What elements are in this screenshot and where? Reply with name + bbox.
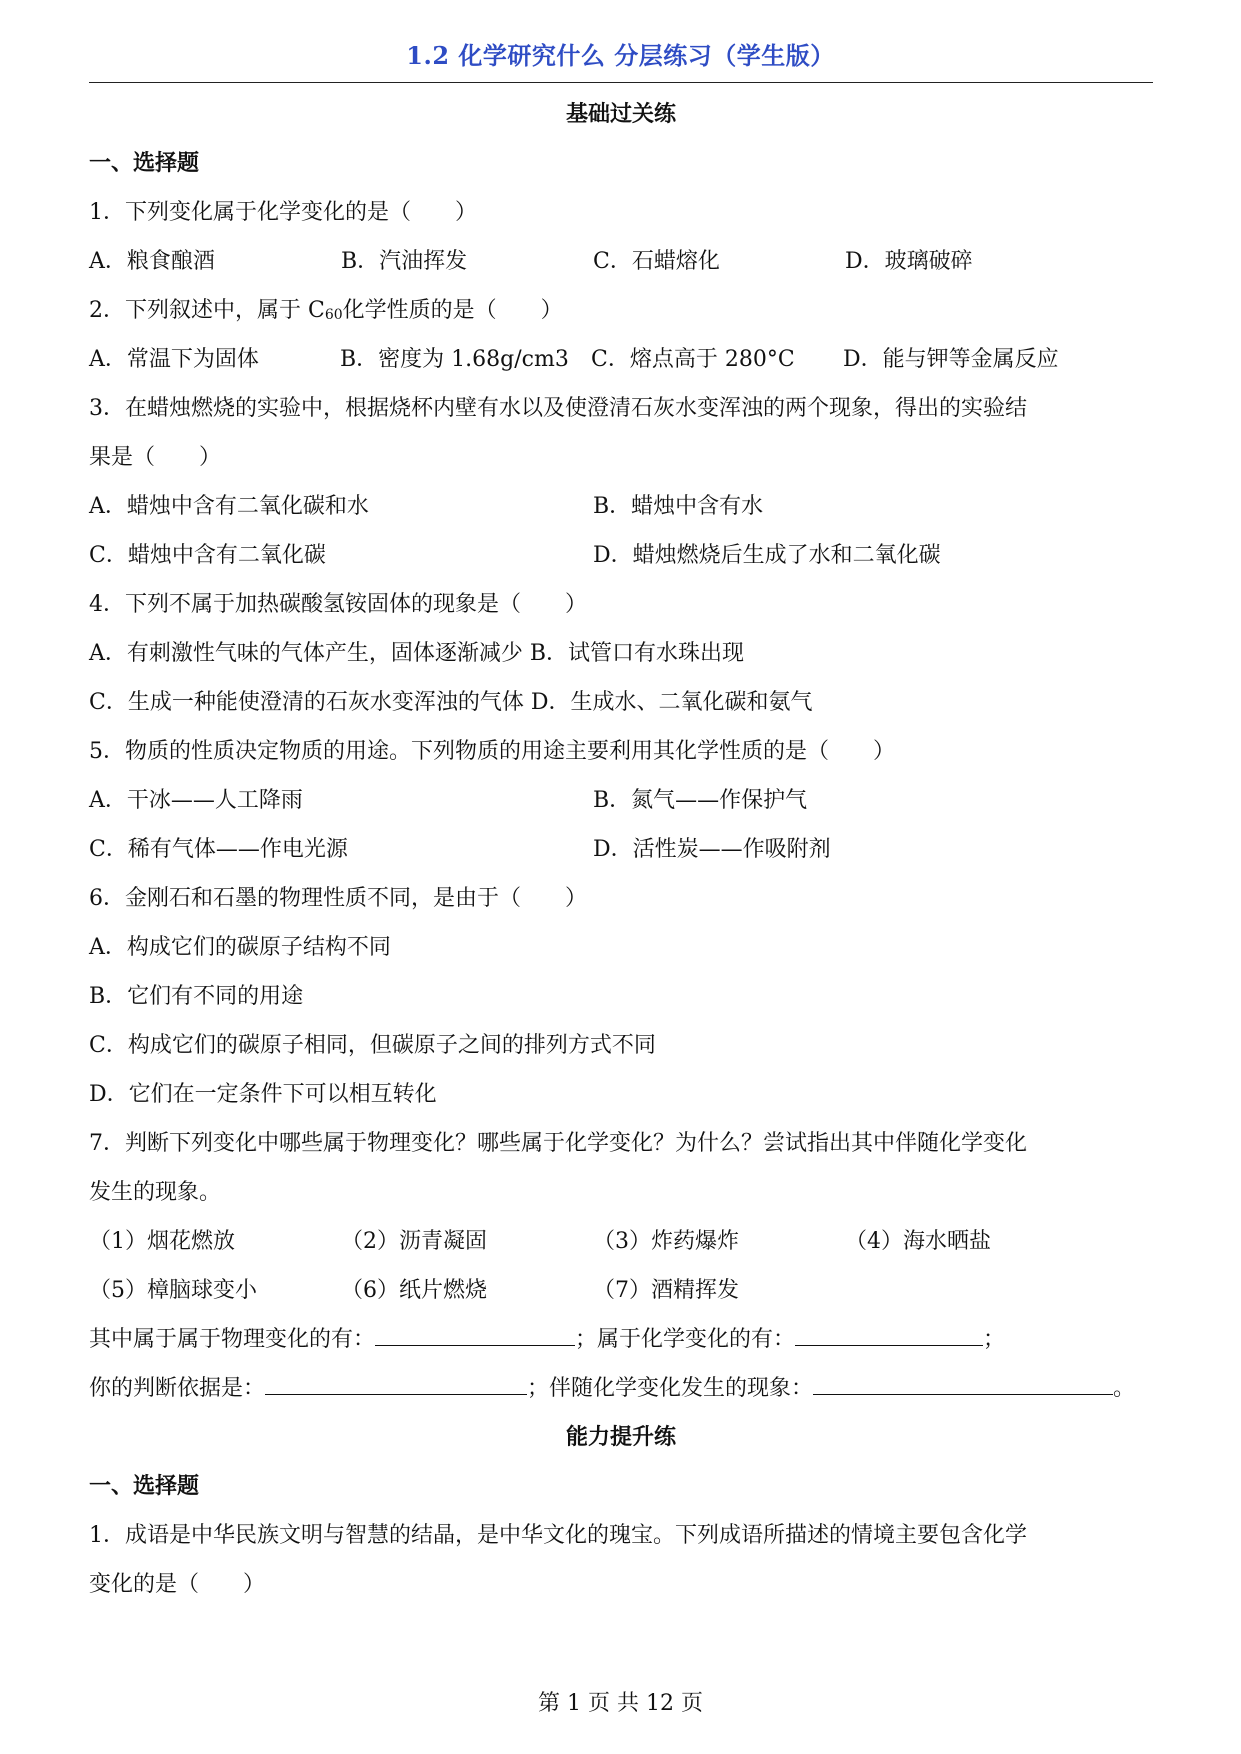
header-rule [89, 82, 1153, 83]
question-2-stem [89, 286, 1153, 335]
option-d: D．玻璃破碎 [845, 249, 973, 274]
s2-question-1-stem-line2: 变化的是（ ） [89, 1572, 266, 1597]
option-c: C．生成一种能使澄清的石灰水变浑浊的气体 [89, 690, 524, 715]
item-5: （5）樟脑球变小 [89, 1278, 257, 1303]
question-5-options-row1 [89, 776, 1153, 825]
question-6-option-d: D．它们在一定条件下可以相互转化 [89, 1082, 437, 1107]
option-a: A．蜡烛中含有二氧化碳和水 [89, 494, 369, 519]
fill-end-1: ； [983, 1327, 1006, 1352]
section-title-advanced: 能力提升练 [565, 1424, 676, 1450]
option-b: B．氮气——作保护气 [593, 788, 808, 813]
page-number: 第 1 页 共 12 页 [538, 1691, 703, 1716]
document-title: 1.2 化学研究什么 分层练习（学生版） [406, 41, 835, 70]
fill-end-2: 。 [1113, 1376, 1136, 1401]
option-b: B．试管口有水珠出现 [529, 641, 745, 666]
question-2-stem-post: 化学性质的是（ ） [342, 298, 563, 323]
question-5-options-row2 [89, 825, 1153, 874]
item-4: （4）海水晒盐 [845, 1229, 991, 1254]
part-title-choice: 一、选择题 [89, 150, 200, 176]
option-c: C．石蜡熔化 [593, 249, 720, 274]
option-a: A．常温下为固体 [89, 347, 259, 372]
fill-label-chemical: ；属于化学变化的有： [575, 1327, 796, 1352]
item-7: （7）酒精挥发 [593, 1278, 739, 1303]
question-6-option-c: C．构成它们的碳原子相同，但碳原子之间的排列方式不同 [89, 1033, 656, 1058]
option-d: D．能与钾等金属反应 [843, 347, 1059, 372]
option-a: A．干冰——人工降雨 [89, 788, 303, 813]
question-5-stem: 5．物质的性质决定物质的用途。下列物质的用途主要利用其化学性质的是（ ） [89, 739, 895, 764]
question-3-options-row2 [89, 531, 1153, 580]
s2-question-1-stem-line1: 1．成语是中华民族文明与智慧的结晶，是中华文化的瑰宝。下列成语所描述的情境主要包含化学 [89, 1523, 1028, 1548]
fill-label-physical: 其中属于属于物理变化的有： [89, 1327, 376, 1352]
question-3-stem-line2: 果是（ ） [89, 445, 222, 470]
item-1: （1）烟花燃放 [89, 1229, 235, 1254]
option-a: A．有刺激性气味的气体产生，固体逐渐减少 [89, 641, 523, 666]
question-7-fill-row2 [89, 1364, 1153, 1413]
option-a: A．粮食酿酒 [89, 249, 215, 274]
option-c: C．蜡烛中含有二氧化碳 [89, 543, 326, 568]
document-body [89, 90, 1153, 1609]
question-4-options-row1 [89, 629, 1153, 678]
question-2-stem-pre: 2．下列叙述中，属于 C [89, 298, 325, 323]
question-1-stem: 1．下列变化属于化学变化的是（ ） [89, 200, 477, 225]
answer-blank-basis[interactable] [265, 1366, 527, 1395]
section-title-basic: 基础过关练 [565, 101, 676, 127]
option-b: B．汽油挥发 [341, 249, 468, 274]
question-6-option-a: A．构成它们的碳原子结构不同 [89, 935, 391, 960]
item-2: （2）沥青凝固 [341, 1229, 487, 1254]
question-7-items-row1 [89, 1217, 1153, 1266]
question-2-options [89, 335, 1153, 384]
part-title-choice-2: 一、选择题 [89, 1473, 200, 1499]
question-3-options-row1 [89, 482, 1153, 531]
question-7-items-row2 [89, 1266, 1153, 1315]
question-6-option-b: B．它们有不同的用途 [89, 984, 304, 1009]
option-d: D．生成水、二氧化碳和氨气 [530, 690, 813, 715]
question-4-options-row2 [89, 678, 1153, 727]
option-b: B．密度为 1.68g/cm3 [340, 347, 569, 372]
question-1-options [89, 237, 1153, 286]
answer-blank-phenomenon[interactable] [813, 1366, 1113, 1395]
fill-label-basis: 你的判断依据是： [89, 1376, 266, 1401]
option-c: C．稀有气体——作电光源 [89, 837, 348, 862]
answer-blank-physical[interactable] [375, 1317, 575, 1346]
question-6-stem: 6．金刚石和石墨的物理性质不同，是由于（ ） [89, 886, 587, 911]
question-4-stem: 4．下列不属于加热碳酸氢铵固体的现象是（ ） [89, 592, 587, 617]
question-7-stem-line2: 发生的现象。 [89, 1180, 222, 1205]
answer-blank-chemical[interactable] [795, 1317, 983, 1346]
question-7-fill-row1 [89, 1315, 1153, 1364]
item-6: （6）纸片燃烧 [341, 1278, 487, 1303]
item-3: （3）炸药爆炸 [593, 1229, 739, 1254]
option-d: D．蜡烛燃烧后生成了水和二氧化碳 [593, 543, 941, 568]
option-d: D．活性炭——作吸附剂 [593, 837, 831, 862]
c60-subscript: 60 [324, 307, 343, 323]
option-b: B．蜡烛中含有水 [593, 494, 764, 519]
option-c: C．熔点高于 280°C [591, 347, 795, 372]
question-3-stem-line1: 3．在蜡烛燃烧的实验中，根据烧杯内壁有水以及使澄清石灰水变浑浊的两个现象，得出的实验结 [89, 396, 1028, 421]
fill-label-phenomenon: ；伴随化学变化发生的现象： [527, 1376, 814, 1401]
question-7-stem-line1: 7．判断下列变化中哪些属于物理变化？哪些属于化学变化？为什么？尝试指出其中伴随化学变化 [89, 1131, 1028, 1156]
